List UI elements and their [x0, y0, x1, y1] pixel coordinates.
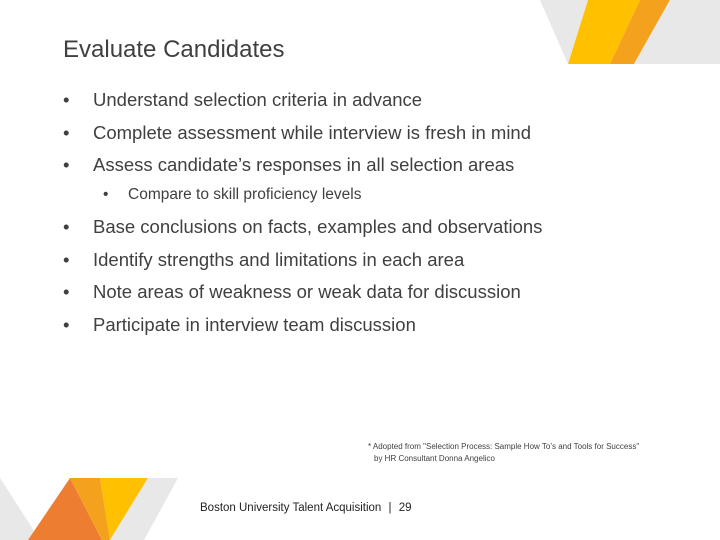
- sub-bullet-text: Compare to skill proficiency levels: [128, 186, 362, 203]
- bullet-text: Base conclusions on facts, examples and observations: [93, 216, 543, 237]
- footer-separator: |: [388, 502, 392, 514]
- bullet-dot: •: [63, 122, 70, 143]
- footnote-line-1: * Adopted from "Selection Process: Sample How To’s and Tools for Success": [368, 442, 640, 451]
- footer-organization: Boston University Talent Acquisition: [200, 502, 382, 514]
- bullet-dot: •: [63, 89, 70, 110]
- top-right-decoration: [530, 0, 720, 64]
- bullet-dot: •: [63, 249, 70, 270]
- slide-footer: [200, 502, 412, 514]
- gray-triangle-bottom-left: [0, 478, 40, 540]
- bullet-text: Understand selection criteria in advance: [93, 89, 423, 110]
- page-number: 29: [398, 502, 412, 514]
- bullet-text: Complete assessment while interview is fresh in mind: [93, 122, 532, 143]
- bullet-text: Participate in interview team discussion: [93, 314, 416, 335]
- footnote-line-2: by HR Consultant Donna Angelico: [374, 454, 495, 463]
- sub-bullet-dot: •: [103, 186, 109, 203]
- slide-title: Evaluate Candidates: [63, 36, 285, 63]
- bullet-dot: •: [63, 314, 70, 335]
- bullet-text: Note areas of weakness or weak data for discussion: [93, 281, 521, 302]
- bullet-dot: •: [63, 216, 70, 237]
- bullet-dot: •: [63, 154, 70, 175]
- bullet-dot: •: [63, 281, 70, 302]
- bottom-left-decoration: [0, 478, 180, 540]
- source-footnote: [368, 441, 708, 465]
- bullet-text: Identify strengths and limitations in each area: [93, 249, 465, 270]
- bullet-text: Assess candidate’s responses in all selection areas: [93, 154, 515, 175]
